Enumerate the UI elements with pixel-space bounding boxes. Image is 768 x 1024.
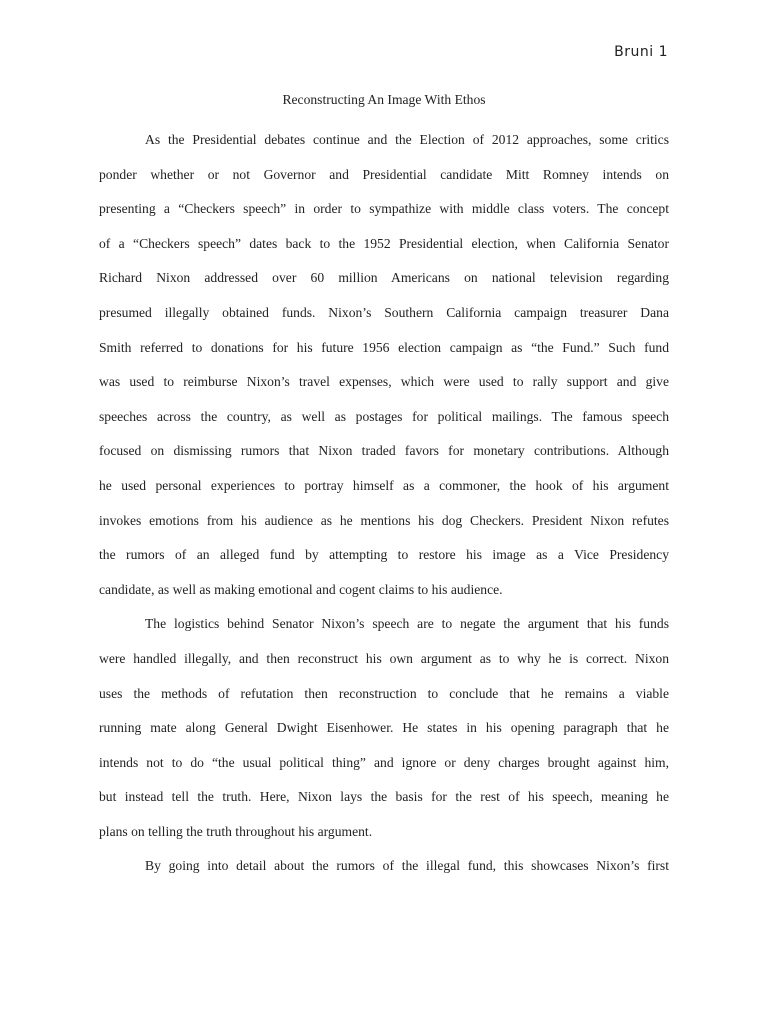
essay-title: Reconstructing An Image With Ethos bbox=[282, 92, 486, 107]
paragraph-2-line: were handled illegally, and then reconstruct his own argument as to why he is correct. Nixon bbox=[99, 650, 669, 666]
paragraph-1-line: Smith referred to donations for his future 1956 election campaign as “the Fund.” Such fund bbox=[99, 339, 669, 355]
paragraph-2-line: intends not to do “the usual political thing” and ignore or deny charges brought against him, bbox=[99, 754, 669, 770]
paragraph-2-line: running mate along General Dwight Eisenhower. He states in his opening paragraph that he bbox=[99, 720, 669, 736]
paragraph-1-line: the rumors of an alleged fund by attempting to restore his image as a Vice Presidency bbox=[99, 547, 669, 563]
paragraph-1-line: was used to reimburse Nixon’s travel expenses, which were used to rally support and give bbox=[99, 374, 669, 390]
running-head: Bruni 1 bbox=[614, 44, 668, 60]
paragraph-2-line: but instead tell the truth. Here, Nixon lays the basis for the rest of his speech, meaning he bbox=[99, 789, 669, 805]
paragraph-1-line: invokes emotions from his audience as he mentions his dog Checkers. President Nixon refutes bbox=[99, 512, 669, 528]
paragraph-1-line: of a “Checkers speech” dates back to the 1952 Presidential election, when California Senator bbox=[99, 235, 669, 251]
paragraph-1-line: As the Presidential debates continue and the Election of 2012 approaches, some critics bbox=[145, 132, 669, 147]
paragraph-1-line: ponder whether or not Governor and Presidential candidate Mitt Romney intends on bbox=[99, 166, 669, 182]
paragraph-1-line: presenting a “Checkers speech” in order to sympathize with middle class voters. The concept bbox=[99, 201, 669, 217]
essay-body bbox=[99, 123, 669, 884]
paragraph-1-line: presumed illegally obtained funds. Nixon’s Southern California campaign treasurer Dana bbox=[99, 304, 669, 320]
paragraph-3-line: By going into detail about the rumors of the illegal fund, this showcases Nixon’s first bbox=[145, 858, 669, 874]
paragraph-1-line: candidate, as well as making emotional and cogent claims to his audience. bbox=[99, 581, 503, 597]
paragraph-1-line: Richard Nixon addressed over 60 million Americans on national television regarding bbox=[99, 270, 669, 286]
paragraph-2-line: The logistics behind Senator Nixon’s speech are to negate the argument that his funds bbox=[145, 616, 669, 632]
paragraph-1-line: he used personal experiences to portray himself as a commoner, the hook of his argument bbox=[99, 477, 669, 493]
paragraph-1-line: focused on dismissing rumors that Nixon traded favors for monetary contributions. Although bbox=[99, 443, 669, 459]
paragraph-2-line: plans on telling the truth throughout his argument. bbox=[99, 823, 373, 839]
paragraph-1-line: speeches across the country, as well as postages for political mailings. The famous speech bbox=[99, 408, 669, 424]
paragraph-2-line: uses the methods of refutation then reconstruction to conclude that he remains a viable bbox=[99, 685, 669, 701]
